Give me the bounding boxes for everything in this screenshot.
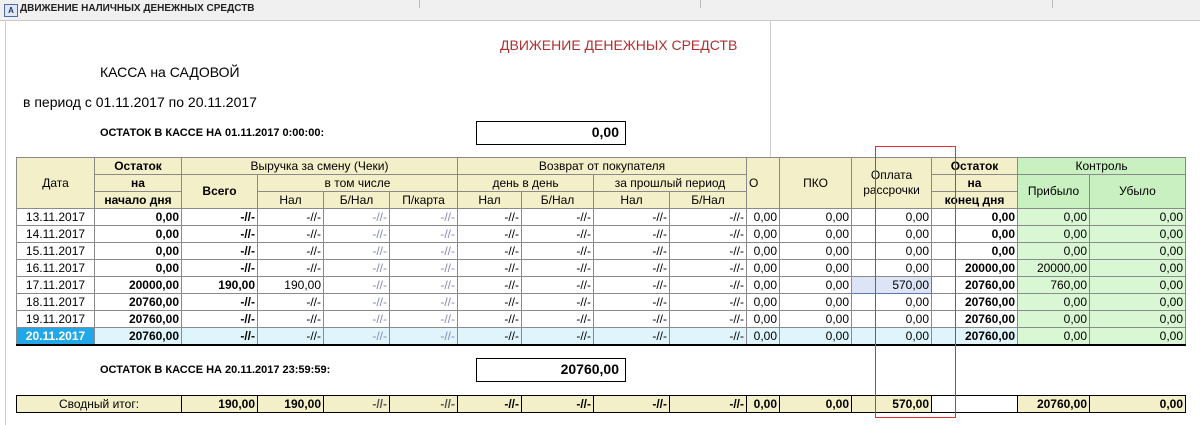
table-row [17,243,1186,260]
cell-start-balance[interactable]: 0,00 [95,209,182,226]
cell-installment[interactable]: 0,00 [852,294,932,311]
summary-profit[interactable]: 20760,00 [1018,396,1090,413]
sheet-left-border [5,20,6,425]
cell-bnal[interactable]: -//- [324,294,390,311]
col-nal-header: Нал [258,192,324,209]
cell-o[interactable]: 0,00 [747,277,780,294]
cell-installment[interactable]: 0,00 [852,226,932,243]
cell-return-bnal[interactable]: -//- [522,277,594,294]
cell-end-balance[interactable]: 0,00 [932,209,1018,226]
cell-prev-bnal[interactable]: -//- [670,226,747,243]
table-row [17,277,1186,294]
table-row [17,260,1186,277]
col-start-balance-header: Остаток [95,158,182,175]
cell-bnal[interactable]: -//- [324,311,390,328]
report-period: в период с 01.11.2017 по 20.11.2017 [23,94,257,110]
cell-return-nal[interactable]: -//- [458,260,522,277]
cash-flow-table [16,157,1186,346]
closing-balance-value[interactable]: 20760,00 [476,358,626,382]
table-row [17,311,1186,328]
cell-prev-nal[interactable]: -//- [594,209,670,226]
cashbox-name: КАССА на САДОВОЙ [100,64,240,80]
cell-pko[interactable]: 0,00 [780,243,852,260]
cell-prev-bnal[interactable]: -//- [670,243,747,260]
cell-end-balance[interactable]: 20760,00 [932,311,1018,328]
cell-pcard[interactable]: -//- [390,226,458,243]
cell-loss[interactable]: 0,00 [1090,260,1186,277]
col-start-balance-header-2: на [95,175,182,192]
cell-pcard[interactable]: -//- [390,277,458,294]
cell-installment[interactable]: 570,00 [852,277,932,294]
cell-return-bnal[interactable]: -//- [522,311,594,328]
cell-nal[interactable]: -//- [258,243,324,260]
cell-pcard[interactable]: -//- [390,209,458,226]
cell-return-bnal[interactable]: -//- [522,328,594,346]
col-pcard-header: П/карта [390,192,458,209]
cell-date[interactable]: 18.11.2017 [17,294,95,311]
cell-nal[interactable]: -//- [258,260,324,277]
summary-o[interactable]: 0,00 [747,396,780,413]
cell-return-nal[interactable]: -//- [458,328,522,346]
cell-bnal[interactable]: -//- [324,209,390,226]
cell-pcard[interactable]: -//- [390,243,458,260]
cell-loss[interactable]: 0,00 [1090,277,1186,294]
cell-return-bnal[interactable]: -//- [522,226,594,243]
cell-total[interactable]: -//- [182,260,258,277]
cell-return-nal[interactable]: -//- [458,311,522,328]
cell-prev-bnal[interactable]: -//- [670,328,747,346]
cell-prev-nal[interactable]: -//- [594,311,670,328]
summary-prev-bnal[interactable]: -//- [670,396,747,413]
cell-date[interactable]: 13.11.2017 [17,209,95,226]
cell-pko[interactable]: 0,00 [780,277,852,294]
col-return-nal-header: Нал [458,192,522,209]
col-loss-header: Убыло [1090,175,1186,209]
summary-nal[interactable]: -//- [324,396,390,413]
cell-pko[interactable]: 0,00 [780,311,852,328]
cell-bnal[interactable]: -//- [324,260,390,277]
cell-pko[interactable]: 0,00 [780,209,852,226]
cell-profit[interactable]: 0,00 [1018,209,1090,226]
cell-end-balance[interactable]: 0,00 [932,243,1018,260]
cell-prev-nal[interactable]: -//- [594,226,670,243]
cell-start-balance[interactable]: 20000,00 [95,277,182,294]
cell-date[interactable]: 20.11.2017 [17,328,95,346]
summary-loss[interactable]: 0,00 [1090,396,1186,413]
cell-pko[interactable]: 0,00 [780,294,852,311]
cell-total[interactable]: -//- [182,294,258,311]
cell-nal[interactable]: 190,00 [258,277,324,294]
table-row [17,294,1186,311]
cell-start-balance[interactable]: 0,00 [95,226,182,243]
summary-return-nal[interactable]: -//- [458,396,522,413]
table-row [17,328,1186,346]
summary-start[interactable]: 190,00 [182,396,258,413]
cell-prev-bnal[interactable]: -//- [670,209,747,226]
installment-highlight-frame [875,146,956,418]
window-title: ДВИЖЕНИЕ НАЛИЧНЫХ ДЕНЕЖНЫХ СРЕДСТВ [20,3,255,14]
cell-profit[interactable]: 0,00 [1018,226,1090,243]
cell-loss[interactable]: 0,00 [1090,243,1186,260]
cell-pcard[interactable]: -//- [390,328,458,346]
column-guide [700,0,701,8]
cell-profit[interactable]: 0,00 [1018,311,1090,328]
cell-installment[interactable]: 0,00 [852,209,932,226]
cell-nal[interactable]: -//- [258,209,324,226]
opening-balance-value[interactable]: 0,00 [476,121,626,145]
cell-prev-nal[interactable]: -//- [594,243,670,260]
col-end-balance-header-3: конец дня [932,192,1018,209]
report-title: ДВИЖЕНИЕ ДЕНЕЖНЫХ СРЕДСТВ [500,37,738,53]
cell-profit[interactable]: 0,00 [1018,294,1090,311]
col-pko-header: ПКО [780,158,852,209]
cell-start-balance[interactable]: 20760,00 [95,328,182,346]
table-row [17,226,1186,243]
closing-balance-label: ОСТАТОК В КАССЕ НА 20.11.2017 23:59:59: [100,364,331,376]
window-titlebar [0,0,1200,21]
cell-end-balance[interactable]: 20760,00 [932,277,1018,294]
summary-pko[interactable]: 0,00 [780,396,852,413]
cell-loss[interactable]: 0,00 [1090,311,1186,328]
cell-total[interactable]: -//- [182,311,258,328]
cell-profit[interactable]: 0,00 [1018,328,1090,346]
day-in-day-header: день в день [458,175,594,192]
cell-return-bnal[interactable]: -//- [522,243,594,260]
col-total-header: Всего [182,175,258,209]
col-prev-bnal-header: Б/Нал [670,192,747,209]
cell-nal[interactable]: -//- [258,328,324,346]
cell-prev-nal[interactable]: -//- [594,328,670,346]
summary-label: Сводный итог: [17,396,182,413]
cell-pko[interactable]: 0,00 [780,328,852,346]
cell-profit[interactable]: 0,00 [1018,243,1090,260]
cell-installment[interactable]: 0,00 [852,311,932,328]
cell-date[interactable]: 17.11.2017 [17,277,95,294]
col-bnal-header: Б/Нал [324,192,390,209]
cell-bnal[interactable]: -//- [324,277,390,294]
cell-end-balance[interactable]: 20000,00 [932,260,1018,277]
cell-return-bnal[interactable]: -//- [522,209,594,226]
col-prev-nal-header: Нал [594,192,670,209]
cell-profit[interactable]: 20000,00 [1018,260,1090,277]
control-group-header: Контроль [1018,158,1186,175]
cell-return-nal[interactable]: -//- [458,226,522,243]
cell-o[interactable]: 0,00 [747,328,780,346]
cell-total[interactable]: 190,00 [182,277,258,294]
summary-installment[interactable]: 570,00 [852,396,932,413]
cell-o[interactable]: 0,00 [747,226,780,243]
cell-pko[interactable]: 0,00 [780,226,852,243]
summary-return-bnal[interactable]: -//- [522,396,594,413]
cell-end-balance[interactable]: 0,00 [932,226,1018,243]
cell-installment[interactable]: 0,00 [852,328,932,346]
cell-loss[interactable]: 0,00 [1090,209,1186,226]
sheet-guide-line [770,20,771,158]
cell-start-balance[interactable]: 0,00 [95,243,182,260]
cell-o[interactable]: 0,00 [747,260,780,277]
cell-return-nal[interactable]: -//- [458,294,522,311]
cell-loss[interactable]: 0,00 [1090,328,1186,346]
opening-balance-label: ОСТАТОК В КАССЕ НА 01.11.2017 0:00:00: [100,127,325,139]
col-return-bnal-header: Б/Нал [522,192,594,209]
col-start-balance-header-3: начало дня [95,192,182,209]
cell-o[interactable]: 0,00 [747,243,780,260]
col-end-balance-header: Остаток [932,158,1018,175]
cell-total[interactable]: -//- [182,226,258,243]
including-header: в том числе [258,175,458,192]
cell-prev-bnal[interactable]: -//- [670,260,747,277]
cell-loss[interactable]: 0,00 [1090,294,1186,311]
summary-prev-nal[interactable]: -//- [594,396,670,413]
cell-pcard[interactable]: -//- [390,311,458,328]
cell-nal[interactable]: -//- [258,294,324,311]
summary-bnal[interactable]: -//- [390,396,458,413]
cell-pko[interactable]: 0,00 [780,260,852,277]
cell-prev-bnal[interactable]: -//- [670,277,747,294]
cell-total[interactable]: -//- [182,209,258,226]
cell-bnal[interactable]: -//- [324,328,390,346]
cell-return-nal[interactable]: -//- [458,277,522,294]
col-profit-header: Прибыло [1018,175,1090,209]
cell-total[interactable]: -//- [182,243,258,260]
cell-bnal[interactable]: -//- [324,226,390,243]
report-doc-icon: A [4,4,18,17]
cell-prev-nal[interactable]: -//- [594,260,670,277]
cell-profit[interactable]: 760,00 [1018,277,1090,294]
cell-prev-nal[interactable]: -//- [594,277,670,294]
col-o-header: О [747,158,780,209]
cell-pcard[interactable]: -//- [390,294,458,311]
cell-installment[interactable]: 0,00 [852,260,932,277]
col-end-balance-header-2: на [932,175,1018,192]
cell-start-balance[interactable]: 20760,00 [95,311,182,328]
cell-end-balance[interactable]: 20760,00 [932,328,1018,346]
cell-start-balance[interactable]: 20760,00 [95,294,182,311]
cell-return-nal[interactable]: -//- [458,243,522,260]
revenue-group-header: Выручка за смену (Чеки) [182,158,458,175]
cell-bnal[interactable]: -//- [324,243,390,260]
col-date-header: Дата [17,158,95,209]
summary-table [16,395,1186,413]
cell-date[interactable]: 19.11.2017 [17,311,95,328]
cell-o[interactable]: 0,00 [747,209,780,226]
cell-nal[interactable]: -//- [258,311,324,328]
cell-installment[interactable]: 0,00 [852,243,932,260]
cell-return-bnal[interactable]: -//- [522,260,594,277]
return-group-header: Возврат от покупателя [458,158,747,175]
cell-total[interactable]: -//- [182,328,258,346]
cell-date[interactable]: 14.11.2017 [17,226,95,243]
cell-date[interactable]: 15.11.2017 [17,243,95,260]
cell-prev-bnal[interactable]: -//- [670,294,747,311]
column-guide [1052,0,1053,8]
cell-prev-nal[interactable]: -//- [594,294,670,311]
cell-pcard[interactable]: -//- [390,260,458,277]
cell-start-balance[interactable]: 0,00 [95,260,182,277]
cell-o[interactable]: 0,00 [747,311,780,328]
cell-o[interactable]: 0,00 [747,294,780,311]
cell-loss[interactable]: 0,00 [1090,226,1186,243]
cell-return-bnal[interactable]: -//- [522,294,594,311]
cell-nal[interactable]: -//- [258,226,324,243]
summary-total[interactable]: 190,00 [258,396,324,413]
column-guide [419,0,420,8]
col-installment-header: Оплата рассрочки [852,158,932,209]
cell-date[interactable]: 16.11.2017 [17,260,95,277]
cell-prev-bnal[interactable]: -//- [670,311,747,328]
cell-return-nal[interactable]: -//- [458,209,522,226]
prev-period-header: за прошлый период [594,175,747,192]
cell-end-balance[interactable]: 20760,00 [932,294,1018,311]
table-row [17,209,1186,226]
